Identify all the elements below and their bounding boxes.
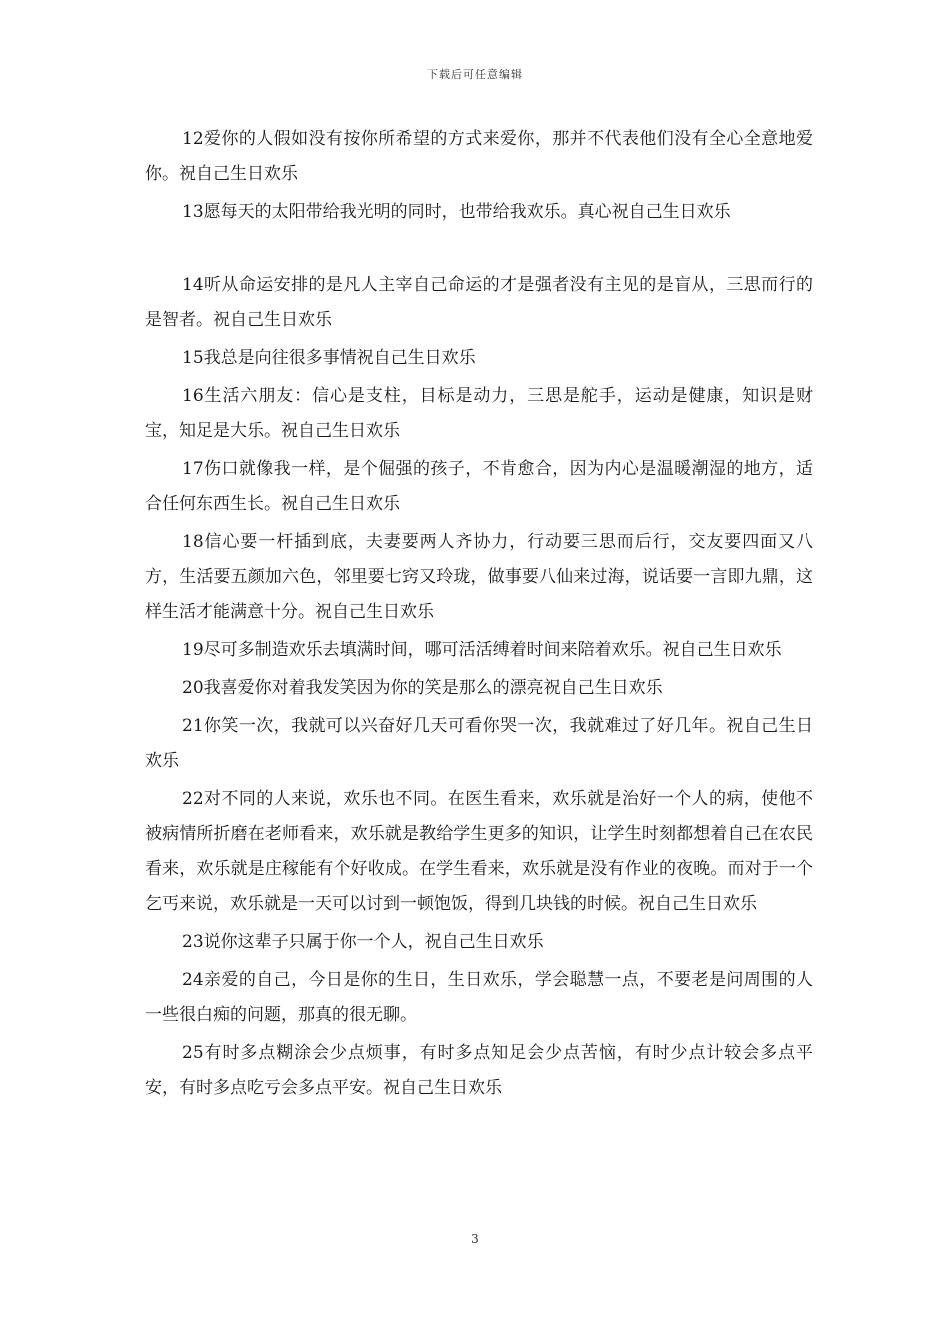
page-number: 3 (471, 1232, 479, 1246)
paragraph-14: 14听从命运安排的是凡人主宰自己命运的才是强者没有主见的是盲从，三思而行的是智者。祝自己生日欢乐 (145, 275, 813, 330)
paragraph-23: 23说你这辈子只属于你一个人，祝自己生日欢乐 (182, 932, 544, 952)
paragraph-15: 15我总是向往很多事情祝自己生日欢乐 (182, 348, 476, 368)
paragraph-19: 19尽可多制造欢乐去填满时间，哪可活活缚着时间来陪着欢乐。祝自己生日欢乐 (182, 640, 782, 660)
document-body (145, 122, 813, 1109)
page-header: 下载后可任意编辑 (427, 68, 523, 81)
paragraph-12: 12爱你的人假如没有按你所希望的方式来爱你，那并不代表他们没有全心全意地爱你。祝自己生日欢乐 (145, 129, 813, 184)
paragraph-24: 24亲爱的自己，今日是你的生日，生日欢乐，学会聪慧一点，不要老是问周围的人一些很白痴的问题，那真的很无聊。 (145, 970, 813, 1025)
paragraph-22: 22对不同的人来说，欢乐也不同。在医生看来，欢乐就是治好一个人的病，使他不被病情所折磨在老师看来，欢乐就是教给学生更多的知识，让学生时刻都想着自己在农民看来，欢乐就是庄稼能有个好收成。在学生看来，欢乐就是没有作业的夜晚。而对于一个乞丐来说，欢乐就是一天可以讨到一顿饱饭，得到几块钱的时候。祝自己生日欢乐 (145, 789, 813, 914)
paragraph-16: 16生活六朋友：信心是支柱，目标是动力，三思是舵手，运动是健康，知识是财宝，知足是大乐。祝自己生日欢乐 (145, 386, 813, 441)
paragraph-25: 25有时多点糊涂会少点烦事，有时多点知足会少点苦恼，有时少点计较会多点平安，有时多点吃亏会多点平安。祝自己生日欢乐 (145, 1043, 813, 1098)
paragraph-17: 17伤口就像我一样，是个倔强的孩子，不肯愈合，因为内心是温暖潮湿的地方，适合任何东西生长。祝自己生日欢乐 (145, 459, 813, 514)
paragraph-18: 18信心要一杆插到底，夫妻要两人齐协力，行动要三思而后行，交友要四面又八方，生活要五颜加六色，邻里要七窍又玲珑，做事要八仙来过海，说话要一言即九鼎，这样生活才能满意十分。祝自己生日欢乐 (145, 532, 813, 622)
paragraph-21: 21你笑一次，我就可以兴奋好几天可看你哭一次，我就难过了好几年。祝自己生日欢乐 (145, 716, 813, 771)
paragraph-20: 20我喜爱你对着我发笑因为你的笑是那么的漂亮祝自己生日欢乐 (182, 678, 663, 698)
paragraph-13: 13愿每天的太阳带给我光明的同时，也带给我欢乐。真心祝自己生日欢乐 (182, 202, 731, 222)
